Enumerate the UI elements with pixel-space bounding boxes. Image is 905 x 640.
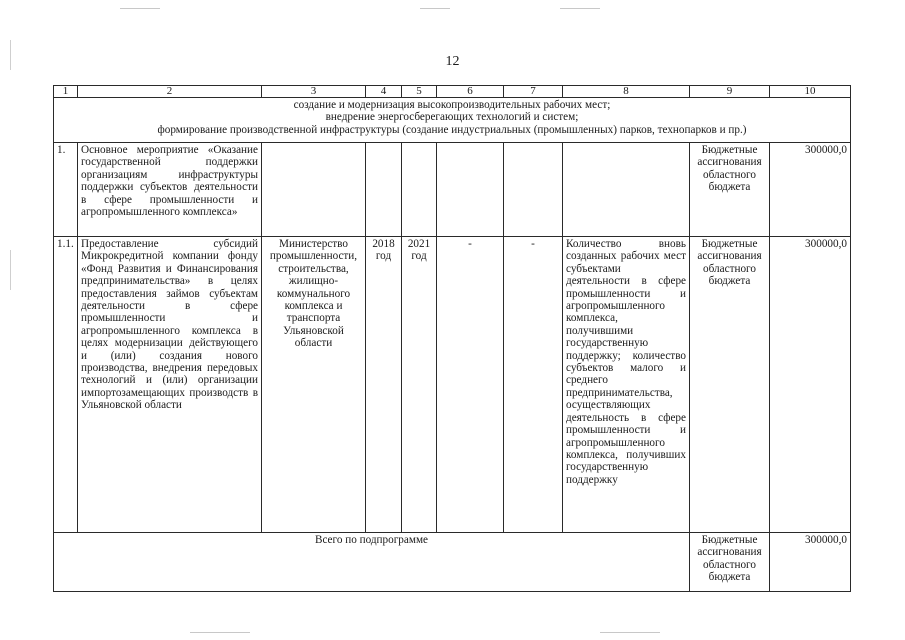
page-number: 12 (445, 54, 460, 69)
column-number-row (54, 86, 851, 98)
funding-source: Бюджетные ассигнования областного бюджета (690, 237, 770, 533)
header-cell: 9 (690, 86, 770, 98)
row-number: 1. (54, 143, 78, 237)
goals-row (54, 98, 851, 143)
header-cell: 4 (366, 86, 402, 98)
end-year (402, 143, 437, 237)
executor: Министерство промышленности, строительства, жилищно-коммунального комплекса и транспорта Ульяновской области (262, 237, 366, 533)
executor (262, 143, 366, 237)
scan-artifact (560, 8, 600, 9)
indicator: Количество вновь созданных рабочих мест субъектами деятельности в сфере промышленности и агропромышленного комплекса, получившими государственную поддержку; количество субъектов малого и среднего предпринимательства, осуществляющих деятельность в сфере промышленности и агропромышленного комплекса, получивших государственную поддержку (563, 237, 690, 533)
scan-artifact (600, 632, 660, 633)
header-cell: 1 (54, 86, 78, 98)
funding-source: Бюджетные ассигнования областного бюджета (690, 143, 770, 237)
header-cell: 7 (504, 86, 563, 98)
total-label: Всего по подпрограмме (54, 533, 690, 592)
total-row (54, 533, 851, 592)
scan-artifact (10, 40, 11, 70)
indicator (563, 143, 690, 237)
header-cell: 6 (437, 86, 504, 98)
col7-value: - (504, 237, 563, 533)
total-amount: 300000,0 (770, 533, 851, 592)
scan-artifact (10, 250, 11, 290)
goal-line: внедрение энергосберегающих технологий и систем; (325, 111, 579, 124)
amount: 300000,0 (770, 237, 851, 533)
scan-artifact (420, 8, 450, 9)
table-row (54, 237, 851, 533)
col6-value (437, 143, 504, 237)
table-row (54, 143, 851, 237)
total-funding-source: Бюджетные ассигнования областного бюджета (690, 533, 770, 592)
row-number: 1.1. (54, 237, 78, 533)
scan-artifact (190, 632, 250, 633)
activity-name: Основное мероприятие «Оказание государственной поддержки организациям инфраструктуры поддержки субъектов деятельности в сфере промышленности и агропромышленного комплекса» (78, 143, 262, 237)
activity-name: Предоставление субсидий Микрокредитной компании фонду «Фонд Развития и Финансирования предпринимательства» в целях предоставления займов субъектам деятельности в сфере промышленности и агропромышленного комплекса в целях модернизации действующего и (или) создания нового производства, внедрения передовых технологий и (или) организации импортозамещающих производств в Ульяновской области (78, 237, 262, 533)
header-cell: 2 (78, 86, 262, 98)
start-year (366, 143, 402, 237)
goal-line: создание и модернизация высокопроизводительных рабочих мест; (293, 99, 611, 111)
scan-artifact (120, 8, 160, 9)
start-year: 2018 год (366, 237, 402, 533)
amount: 300000,0 (770, 143, 851, 237)
header-cell: 3 (262, 86, 366, 98)
end-year: 2021 год (402, 237, 437, 533)
header-cell: 5 (402, 86, 437, 98)
col6-value: - (437, 237, 504, 533)
header-cell: 10 (770, 86, 851, 98)
header-cell: 8 (563, 86, 690, 98)
goal-line: формирование производственной инфраструктуры (создание индустриальных (промышленных) парков, технопарков и пр.) (157, 123, 747, 136)
col7-value (504, 143, 563, 237)
subprogram-table (53, 85, 851, 592)
goals-cell (54, 98, 851, 143)
